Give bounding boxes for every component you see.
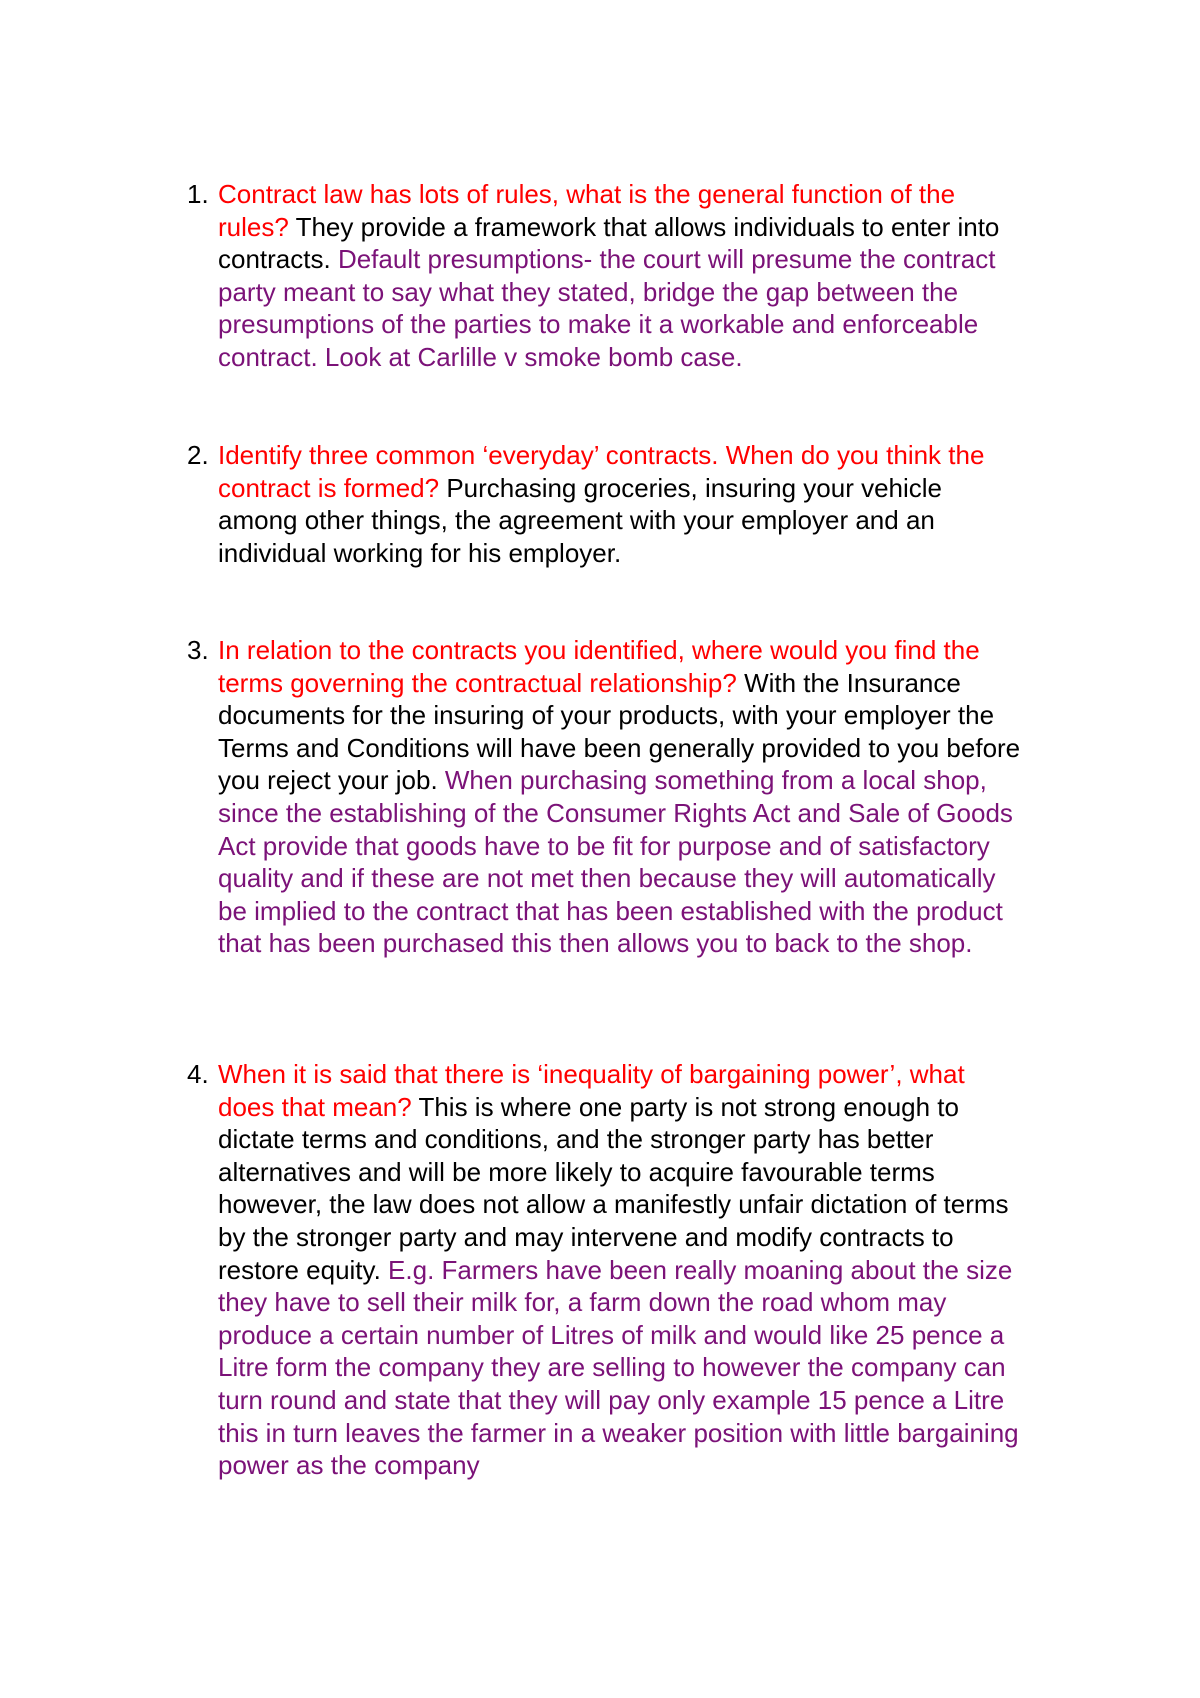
extra-note-text: E.g. Farmers have been really moaning about the size they have to sell their milk for, a farm down the road whom may produce a certain number of Litres of milk and would like 25 pence a Litre form the company they are selling to however the company can turn round and state that they will pay only example 15 pence a Litre this in turn leaves the farmer in a weaker position with little bargaining power as the company bbox=[218, 1254, 1019, 1481]
extra-note-text: When purchasing something from a local shop, since the establishing of the Consumer Rights Act and Sale of Goods Act provide that goods have to be fit for purpose and of satisfactory quality and if these are not met then because they will automatically be implied to the contract that has been established with the product that has been purchased this then allows you to back to the shop. bbox=[218, 765, 1013, 959]
answer-text: They provide a framework that allows individuals to enter into contracts. bbox=[218, 211, 1000, 275]
list-item-1 bbox=[187, 178, 1028, 374]
list-item-2 bbox=[187, 439, 1028, 569]
item-number: 1. bbox=[187, 179, 209, 209]
answer-text: With the Insurance documents for the insuring of your products, with your employer the Terms and Conditions will have been generally provided to you before you reject your job. bbox=[218, 667, 1021, 796]
list-item-3 bbox=[187, 634, 1028, 960]
list-item-4 bbox=[187, 1058, 1028, 1482]
question-text: In relation to the contracts you identified, where would you find the terms governing the contractual relationship? bbox=[218, 635, 980, 698]
question-text: Identify three common ‘everyday’ contracts. When do you think the contract is formed? bbox=[218, 440, 985, 503]
question-text: Contract law has lots of rules, what is the general function of the rules? bbox=[218, 179, 956, 242]
item-number: 2. bbox=[187, 440, 209, 470]
extra-note-text: Default presumptions- the court will presume the contract party meant to say what they stated, bridge the gap between the presumptions of the parties to make it a workable and enforceable contract. Look at Carlille v smoke bomb case. bbox=[218, 244, 996, 372]
item-number: 4. bbox=[187, 1059, 209, 1089]
item-number: 3. bbox=[187, 635, 209, 665]
answer-text: Purchasing groceries, insuring your vehicle among other things, the agreement with your employer and an individual working for his employer. bbox=[218, 472, 943, 568]
answer-text: This is where one party is not strong enough to dictate terms and conditions, and the stronger party has better alternatives and will be more likely to acquire favourable terms however, the law does not allow a manifestly unfair dictation of terms by the stronger party and may intervene and modify contracts to restore equity. bbox=[218, 1091, 1009, 1285]
question-text: When it is said that there is ‘inequality of bargaining power’, what does that mean? bbox=[218, 1059, 965, 1122]
